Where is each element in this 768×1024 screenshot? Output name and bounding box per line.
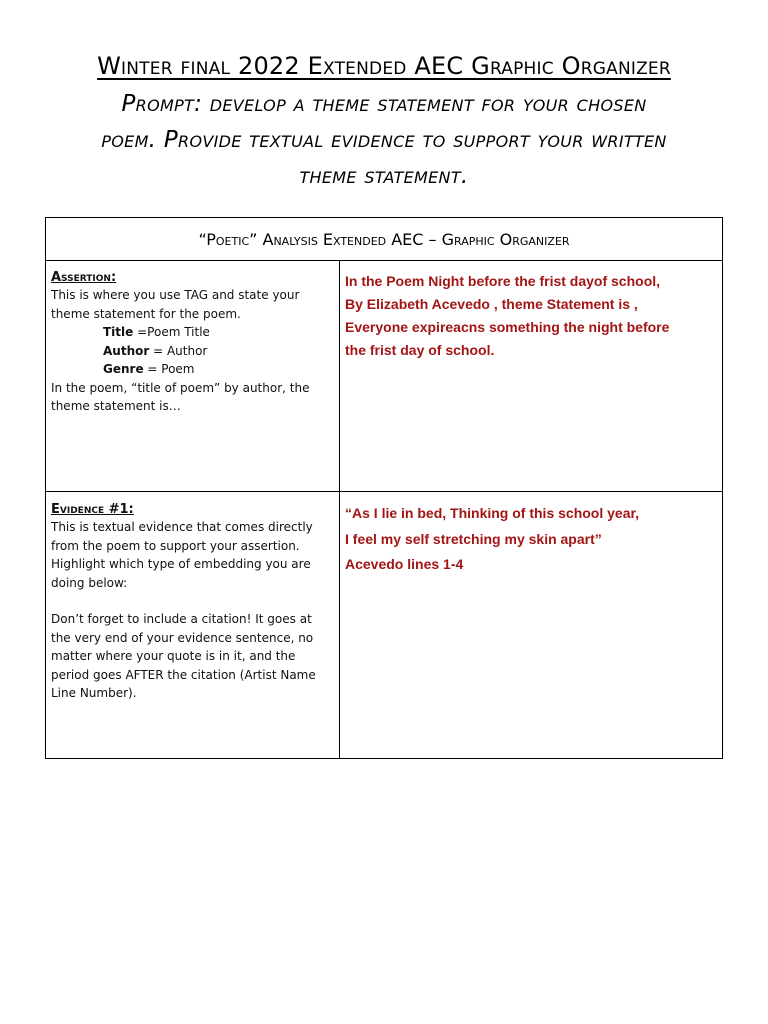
assertion-response[interactable] (345, 270, 717, 362)
evidence-intro: This is textual evidence that comes directly from the poem to support your assertion. Highlight which type of embedding you are doing below: (51, 520, 313, 590)
assertion-intro: This is where you use TAG and state your theme statement for the poem. (51, 288, 300, 321)
genre-value: = Poem (143, 362, 195, 376)
evidence-citation-note: Don’t forget to include a citation! It goes at the very end of your evidence sentence, no matter where your quote is in it, and the period goes AFTER the citation (Artist Name Line Number). (51, 612, 316, 700)
evidence-instructions (51, 501, 333, 703)
assertion-label: Assertion: (51, 270, 117, 285)
prompt-text (40, 86, 728, 194)
graphic-organizer-table (45, 217, 723, 759)
assertion-response-line: the frist day of school. (345, 342, 495, 358)
evidence-response-line: “As I lie in bed, Thinking of this school year, (345, 505, 640, 521)
prompt-line: theme statement. (299, 163, 469, 189)
title-key: Title (103, 325, 134, 339)
document-title: Winter final 2022 Extended AEC Graphic Organizer (97, 52, 671, 80)
column-divider (339, 261, 340, 759)
evidence-response[interactable] (345, 501, 717, 578)
evidence-label: Evidence #1: (51, 502, 134, 517)
assertion-response-line: In the Poem Night before the frist dayof school, (345, 273, 661, 289)
prompt-line: Prompt: develop a theme statement for your chosen (121, 91, 647, 117)
author-key: Author (103, 343, 150, 358)
organizer-heading: “Poetic” Analysis Extended AEC – Graphic Organizer (46, 218, 722, 261)
assertion-author-line (51, 342, 333, 361)
prompt-line: poem. Provide textual evidence to support your written (101, 127, 667, 153)
genre-key: Genre (103, 362, 144, 376)
author-value: = Author (149, 343, 208, 358)
evidence-response-line: Acevedo lines 1-4 (345, 556, 464, 572)
assertion-title-line (51, 323, 333, 342)
row-divider (46, 491, 722, 492)
evidence-response-line: I feel my self stretching my skin apart” (345, 530, 602, 547)
assertion-genre-line (51, 360, 333, 379)
assertion-response-line: Everyone expireacns something the night before (345, 319, 670, 335)
assertion-response-line: By Elizabeth Acevedo , theme Statement is , (345, 296, 638, 312)
title-value: =Poem Title (133, 325, 210, 339)
assertion-instructions (51, 269, 333, 416)
assertion-outro: In the poem, “title of poem” by author, the theme statement is… (51, 380, 310, 413)
